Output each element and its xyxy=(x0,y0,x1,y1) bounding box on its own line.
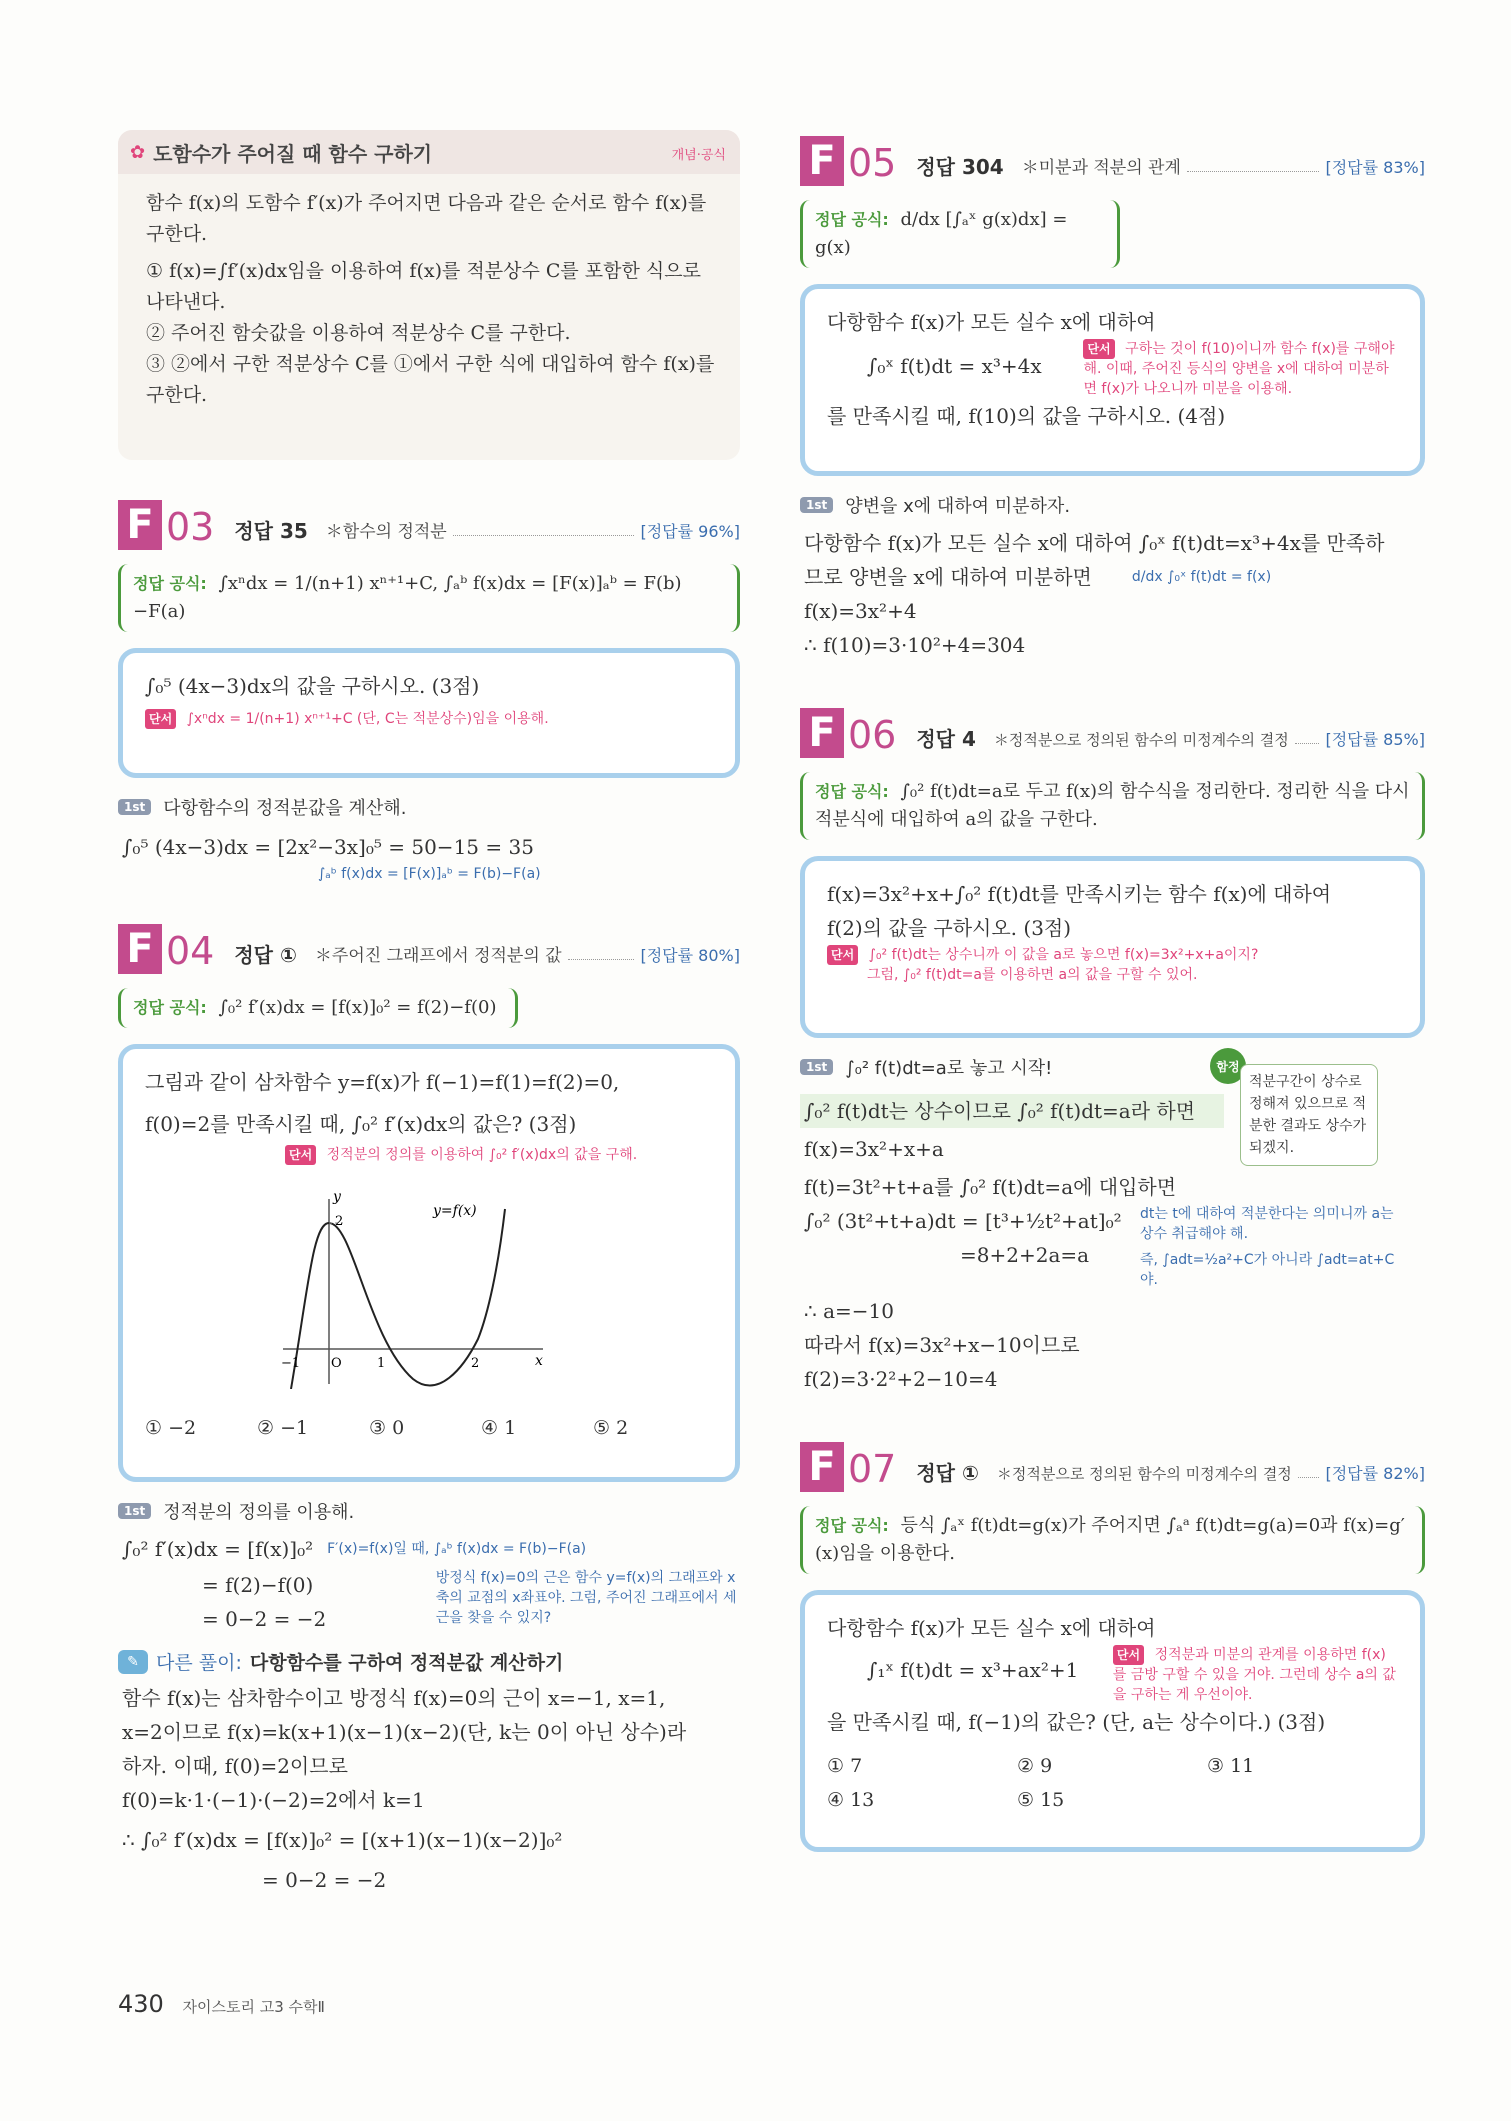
f-badge: F xyxy=(800,1442,844,1492)
tick-origin: O xyxy=(331,1356,342,1371)
question-line-2: ∫₁ˣ f(t)dt = x³+ax²+1 xyxy=(867,1658,1079,1682)
tick-x-m1: −1 xyxy=(281,1356,301,1371)
choice-2[interactable]: ② 9 xyxy=(1017,1755,1053,1777)
solution-note-1: dt는 t에 대하여 적분한다는 의미니까 a는 상수 취급해야 해. xyxy=(1140,1206,1394,1242)
page-footer xyxy=(118,1990,325,2018)
step-text: 다항함수의 정적분값을 계산해. xyxy=(163,798,407,819)
formula-label: 정답 공식: xyxy=(133,998,207,1017)
axis-y-label: y xyxy=(333,1189,341,1205)
trap-badge: 함정 xyxy=(1210,1048,1246,1084)
solution-line-1: ∫₀² f(t)dt는 상수이므로 ∫₀² f(t)dt=a라 하면 xyxy=(800,1094,1224,1128)
question-box xyxy=(800,1590,1425,1852)
choice-1[interactable]: ① 7 xyxy=(827,1755,863,1777)
solution-note-1: F′(x)=f(x)일 때, ∫ₐᵇ f(x)dx = F(b)−F(a) xyxy=(327,1541,587,1557)
f-badge: F xyxy=(800,136,844,186)
choice-5[interactable]: ⑤ 2 xyxy=(593,1417,629,1439)
answer-formula xyxy=(118,988,518,1028)
answer-formula xyxy=(800,200,1120,268)
concept-step-3: ③ ②에서 구한 적분상수 C를 ①에서 구한 식에 대입하여 함수 f(x)를 구한다. xyxy=(146,353,715,406)
right-column xyxy=(800,130,1425,1852)
f-badge: F xyxy=(118,924,162,974)
formula-label: 정답 공식: xyxy=(815,1516,889,1535)
choice-3[interactable]: ③ 11 xyxy=(1207,1755,1255,1777)
formula-text: ∫xⁿdx = 1/(n+1) xⁿ⁺¹+C, ∫ₐᵇ f(x)dx = [F(x)]ₐᵇ = F(b)−F(a) xyxy=(133,573,682,622)
answer-formula xyxy=(800,772,1425,840)
hint-tag: 단서 xyxy=(1113,1645,1144,1665)
solution-line: ∫₀⁵ (4x−3)dx = [2x²−3x]₀⁵ = 50−15 = 35 xyxy=(122,835,534,859)
question-line-3: 를 만족시킬 때, f(10)의 값을 구하시오. (4점) xyxy=(827,404,1226,428)
problem-f04 xyxy=(118,918,740,1897)
tick-x-2: 2 xyxy=(471,1356,480,1371)
formula-text: 등식 ∫ₐˣ f(t)dt=g(x)가 주어지면 ∫ₐᵃ f(t)dt=g(a)=0과 f(x)=g′(x)임을 이용한다. xyxy=(815,1515,1405,1564)
accuracy-rate: [정답률 80%] xyxy=(640,946,740,965)
accuracy-rate: [정답률 96%] xyxy=(640,522,740,541)
solution-line-1: 다항함수 f(x)가 모든 실수 x에 대하여 ∫₀ˣ f(t)dt=x³+4x를 만족하 xyxy=(804,531,1385,555)
answer-formula xyxy=(800,1506,1425,1574)
cubic-graph xyxy=(273,1189,553,1389)
step-tag: 1st xyxy=(118,799,151,815)
hint-tag: 단서 xyxy=(1083,339,1114,359)
question-text: ∫₀⁵ (4x−3)dx의 값을 구하시오. (3점) xyxy=(145,674,480,698)
solution-line-6: ∴ a=−10 xyxy=(804,1299,894,1323)
alt-line-2: x=2이므로 f(x)=k(x+1)(x−1)(x−2)(단, k는 0이 아닌 상수)라 xyxy=(122,1720,687,1744)
hint-tag: 단서 xyxy=(285,1145,316,1165)
choice-5[interactable]: ⑤ 15 xyxy=(1017,1789,1065,1811)
question-line-1: 다항함수 f(x)가 모든 실수 x에 대하여 xyxy=(827,1616,1156,1640)
formula-text: ∫₀² f(t)dt=a로 두고 f(x)의 함수식을 정리한다. 정리한 식을 다시 적분식에 대입하여 a의 값을 구한다. xyxy=(815,781,1410,830)
flower-icon: ✿ xyxy=(130,141,146,163)
tick-x-1: 1 xyxy=(377,1356,386,1371)
solution-line-3: f(t)=3t²+t+a를 ∫₀² f(t)dt=a에 대입하면 xyxy=(804,1175,1177,1199)
tick-y-2: 2 xyxy=(335,1214,344,1229)
step-text: ∫₀² f(t)dt=a로 놓고 시작! xyxy=(845,1058,1053,1079)
answer: 정답 ① xyxy=(234,943,297,967)
hint-text-1: ∫₀² f(t)dt는 상수니까 이 값을 a로 놓으면 f(x)=3x²+x+a이지? xyxy=(868,947,1259,963)
step-text: 양변을 x에 대하여 미분하자. xyxy=(845,496,1071,517)
solution-line-2: = f(2)−f(0) xyxy=(202,1573,314,1597)
topic: ＊미분과 적분의 관계 xyxy=(1021,158,1181,178)
axis-x-label: x xyxy=(535,1353,543,1369)
concept-title: 도함수가 주어질 때 함수 구하기 xyxy=(153,141,433,166)
answer: 정답 304 xyxy=(916,155,1004,179)
concept-step-2: ② 주어진 함숫값을 이용하여 적분상수 C를 구한다. xyxy=(146,322,571,344)
choice-1[interactable]: ① −2 xyxy=(145,1417,197,1439)
choices xyxy=(827,1749,1398,1817)
alt-line-1: 함수 f(x)는 삼차함수이고 방정식 f(x)=0의 근이 x=−1, x=1, xyxy=(122,1686,666,1710)
solution-note-2: 즉, ∫adt=½a²+C가 아니라 ∫adt=at+C야. xyxy=(1140,1252,1395,1288)
formula-text: ∫₀² f′(x)dx = [f(x)]₀² = f(2)−f(0) xyxy=(218,997,497,1018)
formula-label: 정답 공식: xyxy=(815,210,889,229)
topic: ＊정적분으로 정의된 함수의 미정계수의 결정 xyxy=(996,1465,1292,1483)
book-title: 자이스토리 고3 수학Ⅱ xyxy=(182,1998,325,2016)
solution-line-3: f(x)=3x²+4 xyxy=(804,599,917,623)
solution-line-4: ∴ f(10)=3·10²+4=304 xyxy=(804,633,1026,657)
hint-text: 정적분의 정의를 이용하여 ∫₀² f′(x)dx의 값을 구해. xyxy=(326,1147,638,1163)
solution-line-3: = 0−2 = −2 xyxy=(202,1607,327,1631)
choice-4[interactable]: ④ 13 xyxy=(827,1789,875,1811)
problem-f07 xyxy=(800,1436,1425,1852)
answer-formula xyxy=(118,564,740,632)
hint-text: 구하는 것이 f(10)이니까 함수 f(x)를 구해야 해. 이때, 주어진 등식의 양변을 x에 대하여 미분하면 f(x)가 나오니까 미분을 이용해. xyxy=(1083,341,1395,397)
graph-label: y=f(x) xyxy=(433,1203,477,1219)
f-badge: F xyxy=(118,500,162,550)
problem-f06 xyxy=(800,702,1425,1396)
problem-number: 07 xyxy=(848,1447,897,1491)
accuracy-rate: [정답률 85%] xyxy=(1325,730,1425,749)
choice-3[interactable]: ③ 0 xyxy=(369,1417,405,1439)
formula-text: d/dx [∫ₐˣ g(x)dx] = g(x) xyxy=(815,209,1068,258)
question-line-1: 그림과 같이 삼차함수 y=f(x)가 f(−1)=f(1)=f(2)=0, xyxy=(145,1070,620,1094)
problem-number: 03 xyxy=(166,505,215,549)
solution-line-2: 므로 양변을 x에 대하여 미분하면 xyxy=(804,565,1092,589)
alt-line-3: 하자. 이때, f(0)=2이므로 xyxy=(122,1754,348,1778)
step-tag: 1st xyxy=(800,1059,833,1075)
formula-label: 정답 공식: xyxy=(815,782,889,801)
alt-line-5: ∴ ∫₀² f′(x)dx = [f(x)]₀² = [(x+1)(x−1)(x−2)]₀² xyxy=(122,1828,563,1852)
solution-line-7: 따라서 f(x)=3x²+x−10이므로 xyxy=(804,1333,1080,1357)
answer: 정답 35 xyxy=(234,519,308,543)
question-line-1: f(x)=3x²+x+∫₀² f(t)dt를 만족시키는 함수 f(x)에 대하여 xyxy=(827,882,1332,906)
problem-number: 04 xyxy=(166,929,215,973)
left-column xyxy=(118,130,740,1897)
question-box xyxy=(118,648,740,778)
hint-text: 정적분과 미분의 관계를 이용하면 f(x)를 금방 구할 수 있을 거야. 그런데 상수 a의 값을 구하는 게 우선이야. xyxy=(1112,1647,1396,1703)
solution-line-8: f(2)=3·2²+2−10=4 xyxy=(804,1367,998,1391)
concept-box xyxy=(118,130,740,460)
trap-note: 적분구간이 상수로 정해져 있으므로 적분한 결과도 상수가 되겠지. xyxy=(1240,1064,1378,1166)
accuracy-rate: [정답률 83%] xyxy=(1325,158,1425,177)
problem-f03 xyxy=(118,494,740,884)
question-box xyxy=(118,1044,740,1482)
problem-number: 06 xyxy=(848,713,897,757)
solution-line-4: ∫₀² (3t²+t+a)dt = [t³+½t²+at]₀² xyxy=(804,1209,1122,1233)
question-line-3: 을 만족시킬 때, f(−1)의 값은? (단, a는 상수이다.) (3점) xyxy=(827,1710,1326,1734)
alt-line-4: f(0)=k·1·(−1)·(−2)=2에서 k=1 xyxy=(122,1788,425,1812)
alt-line-6: = 0−2 = −2 xyxy=(262,1868,387,1892)
step-text: 정적분의 정의를 이용해. xyxy=(163,1502,355,1523)
answer: 정답 4 xyxy=(916,727,976,751)
solution-note: ∫ₐᵇ f(x)dx = [F(x)]ₐᵇ = F(b)−F(a) xyxy=(318,866,541,882)
concept-header xyxy=(118,130,740,174)
solution-line-2: f(x)=3x²+x+a xyxy=(804,1137,944,1161)
concept-step-1: ① f(x)=∫f′(x)dx임을 이용하여 f(x)를 적분상수 C를 포함한 식으로 나타낸다. xyxy=(146,260,701,313)
hint-tag: 단서 xyxy=(827,945,858,965)
accuracy-rate: [정답률 82%] xyxy=(1325,1464,1425,1483)
formula-label: 정답 공식: xyxy=(133,574,207,593)
alternate-solution-icon: ✎ xyxy=(118,1650,148,1674)
question-line-2: ∫₀ˣ f(t)dt = x³+4x xyxy=(867,354,1042,378)
concept-intro: 함수 f(x)의 도함수 f′(x)가 주어지면 다음과 같은 순서로 함수 f(x)를 구한다. xyxy=(146,192,707,245)
problem-f05 xyxy=(800,130,1425,662)
f-badge: F xyxy=(800,708,844,758)
choice-4[interactable]: ④ 1 xyxy=(481,1417,517,1439)
question-line-2: f(0)=2를 만족시킬 때, ∫₀² f′(x)dx의 값은? (3점) xyxy=(145,1112,577,1136)
solution-note-2: 방정식 f(x)=0의 근은 함수 y=f(x)의 그래프와 x축의 교점의 x좌표야. 그럼, 주어진 그래프에서 세 근을 찾을 수 있지? xyxy=(435,1570,737,1626)
solution-line-5: =8+2+2a=a xyxy=(960,1243,1090,1267)
topic: ＊함수의 정적분 xyxy=(325,522,447,542)
answer: 정답 ① xyxy=(916,1461,979,1485)
question-line-2: f(2)의 값을 구하시오. (3점) xyxy=(827,916,1072,940)
question-box xyxy=(800,284,1425,476)
page-number: 430 xyxy=(118,1990,164,2018)
concept-tag: 개념·공식 xyxy=(671,148,726,163)
solution-line-1: ∫₀² f′(x)dx = [f(x)]₀² xyxy=(122,1537,314,1561)
step-tag: 1st xyxy=(800,497,833,513)
question-line-1: 다항함수 f(x)가 모든 실수 x에 대하여 xyxy=(827,310,1156,334)
question-box xyxy=(800,856,1425,1038)
hint-tag: 단서 xyxy=(145,709,176,729)
topic: ＊정적분으로 정의된 함수의 미정계수의 결정 xyxy=(993,731,1289,749)
solution-note-1: d/dx ∫₀ˣ f(t)dt = f(x) xyxy=(1131,569,1272,585)
alt-label: 다른 풀이: xyxy=(156,1652,242,1674)
step-tag: 1st xyxy=(118,1503,151,1519)
hint-text-2: 그럼, ∫₀² f(t)dt=a를 이용하면 a의 값을 구할 수 있어. xyxy=(867,967,1198,983)
problem-number: 05 xyxy=(848,141,897,185)
alt-title: 다항함수를 구하여 정적분값 계산하기 xyxy=(249,1652,564,1674)
choices xyxy=(145,1411,705,1445)
choice-2[interactable]: ② −1 xyxy=(257,1417,309,1439)
topic: ＊주어진 그래프에서 정적분의 값 xyxy=(314,946,562,966)
hint-text: ∫xⁿdx = 1/(n+1) xⁿ⁺¹+C (단, C는 적분상수)임을 이용해. xyxy=(186,711,549,727)
